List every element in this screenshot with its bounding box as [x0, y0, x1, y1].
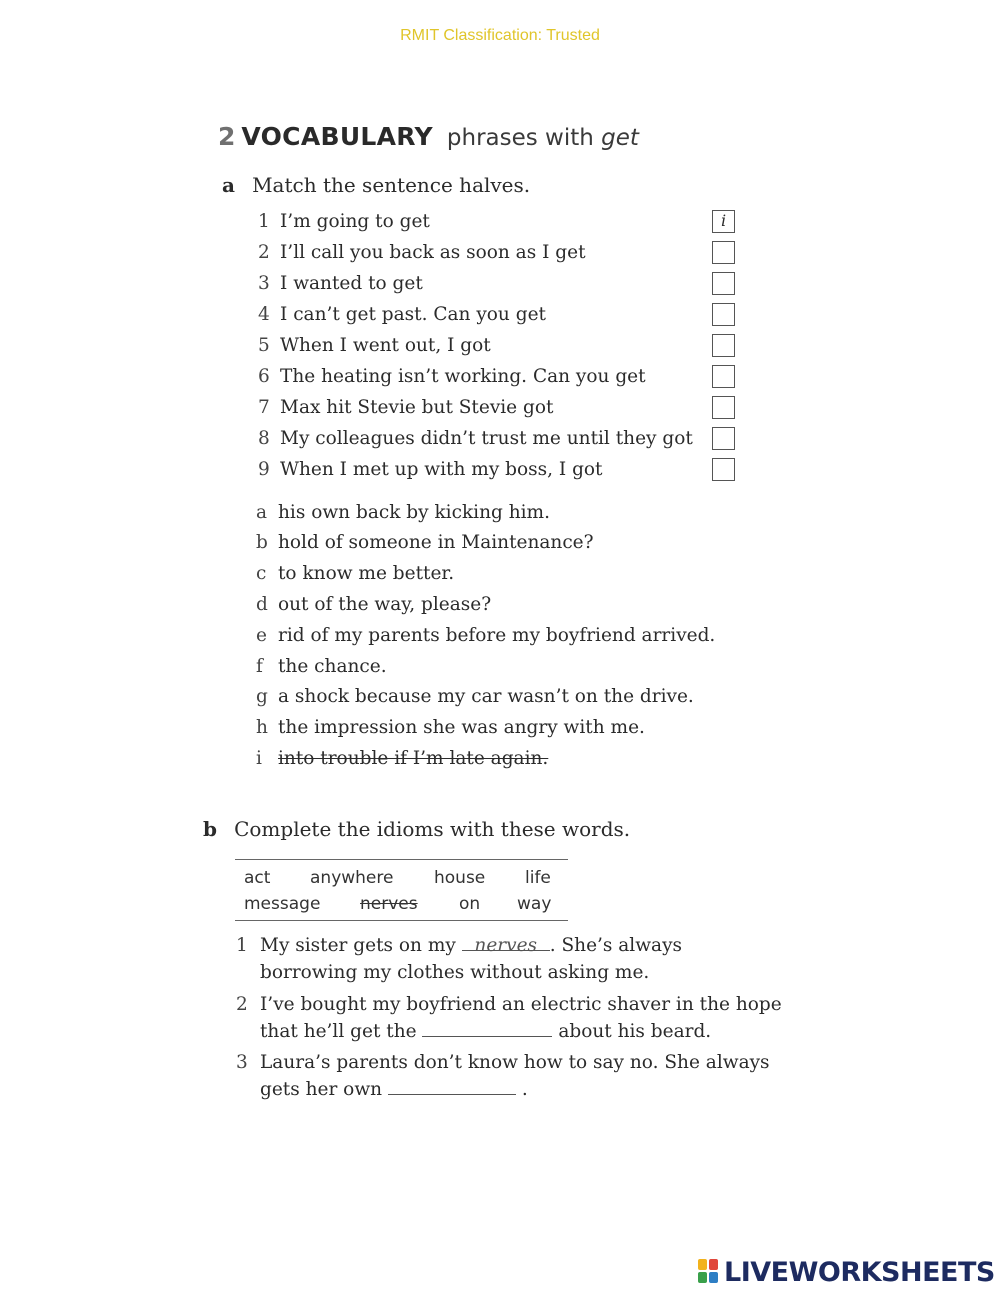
heading-title: VOCABULARY: [241, 122, 433, 151]
section-b-instruction: Complete the idioms with these words.: [234, 817, 631, 841]
section-b-header: [203, 817, 630, 841]
idiom-line: borrowing my clothes without asking me.: [260, 962, 650, 983]
heading-subtitle-prefix: phrases with: [446, 125, 594, 151]
idiom-item-1: [236, 932, 683, 986]
sentence-start-1: [258, 211, 430, 232]
sentence-start-7: [258, 397, 553, 418]
ending-text: to know me better.: [278, 563, 455, 584]
ending-letter: d: [256, 594, 268, 615]
sentence-start-6: [258, 366, 646, 387]
heading-number: 2: [218, 122, 236, 151]
ending-e: [256, 625, 715, 646]
heading-subtitle: [447, 125, 639, 151]
ending-text: the chance.: [278, 656, 387, 677]
logo-text: LIVEWORKSHEETS: [724, 1256, 995, 1288]
ending-d: [256, 594, 491, 615]
idiom-line: [260, 1076, 770, 1103]
word-message: message: [244, 894, 321, 914]
item-number: 4: [258, 304, 270, 325]
item-text: I can’t get past. Can you get: [280, 304, 546, 325]
ending-f: [256, 656, 387, 677]
classification-label: RMIT Classification: Trusted: [400, 27, 600, 44]
ending-text: out of the way, please?: [278, 594, 492, 615]
ending-text: hold of someone in Maintenance?: [278, 532, 594, 553]
example-answer: nerves: [474, 935, 538, 956]
section-b-letter: b: [203, 817, 217, 841]
section-a-header: [222, 173, 530, 197]
ending-text: rid of my parents before my boyfriend arrived.: [278, 625, 716, 646]
word-nerves-used: nerves: [360, 894, 418, 914]
idiom-line: [260, 932, 682, 959]
answer-box-7[interactable]: [712, 396, 735, 419]
item-text: I wanted to get: [280, 273, 423, 294]
answer-blank-1[interactable]: [462, 932, 550, 956]
answer-blank-3[interactable]: [388, 1076, 516, 1095]
ending-c: [256, 563, 454, 584]
item-number: 1: [258, 211, 270, 232]
item-number: 7: [258, 397, 270, 418]
item-text: My colleagues didn’t trust me until they got: [280, 428, 693, 449]
sentence-start-2: [258, 242, 586, 263]
heading-subtitle-italic: get: [601, 125, 639, 151]
item-text: I’m going to get: [280, 211, 430, 232]
answer-box-4[interactable]: [712, 303, 735, 326]
ending-letter: f: [256, 656, 263, 677]
sentence-start-4: [258, 304, 546, 325]
ending-letter: i: [256, 748, 262, 769]
ending-text: into trouble if I’m late again.: [278, 748, 549, 769]
ending-i-example: [256, 748, 548, 769]
idiom-text-before: that he’ll get the: [260, 1021, 417, 1042]
item-text: Max hit Stevie but Stevie got: [280, 397, 554, 418]
ending-text: the impression she was angry with me.: [278, 717, 645, 738]
item-number: 2: [236, 994, 248, 1015]
ending-a: [256, 502, 550, 523]
exercise-heading: [218, 122, 639, 151]
word-life: life: [525, 868, 551, 888]
section-a-letter: a: [222, 173, 235, 197]
word-house: house: [434, 868, 486, 888]
item-number: 8: [258, 428, 270, 449]
word-on: on: [459, 894, 481, 914]
ending-b: [256, 532, 594, 553]
item-number: 5: [258, 335, 270, 356]
idiom-text-before: My sister gets on my: [260, 935, 456, 956]
ending-h: [256, 717, 645, 738]
item-text: When I went out, I got: [280, 335, 491, 356]
answer-box-9[interactable]: [712, 458, 735, 481]
ending-text: a shock because my car wasn’t on the drive.: [278, 686, 694, 707]
liveworksheets-icon: [698, 1259, 720, 1285]
sentence-start-8: [258, 428, 693, 449]
ending-text: his own back by kicking him.: [278, 502, 550, 523]
answer-box-5[interactable]: [712, 334, 735, 357]
word-act: act: [244, 868, 271, 888]
word-way: way: [517, 894, 552, 914]
ending-letter: h: [256, 717, 268, 738]
idiom-line: Laura’s parents don’t know how to say no. She always: [260, 1052, 770, 1073]
word-bank: [235, 859, 568, 921]
ending-letter: g: [256, 686, 268, 707]
idiom-text-after: . She’s always: [549, 935, 683, 956]
liveworksheets-logo: [698, 1254, 995, 1290]
word-anywhere: anywhere: [310, 868, 394, 888]
item-number: 9: [258, 459, 270, 480]
item-number: 3: [236, 1052, 248, 1073]
item-number: 6: [258, 366, 270, 387]
item-number: 2: [258, 242, 270, 263]
ending-letter: c: [256, 563, 267, 584]
answer-box-3[interactable]: [712, 272, 735, 295]
item-text: When I met up with my boss, I got: [280, 459, 603, 480]
answer-box-8[interactable]: [712, 427, 735, 450]
answer-box-1[interactable]: i: [712, 210, 735, 233]
answer-blank-2[interactable]: [422, 1018, 552, 1037]
idiom-line: [260, 1018, 782, 1045]
idiom-text-before: gets her own: [260, 1079, 383, 1100]
idiom-text-after: about his beard.: [558, 1021, 712, 1042]
item-text: The heating isn’t working. Can you get: [280, 366, 646, 387]
answer-box-2[interactable]: [712, 241, 735, 264]
ending-letter: b: [256, 532, 268, 553]
section-a-instruction: Match the sentence halves.: [252, 173, 531, 197]
ending-g: [256, 686, 694, 707]
idiom-item-3: [236, 1049, 770, 1103]
ending-letter: a: [256, 502, 268, 523]
idiom-item-2: [236, 991, 782, 1045]
idiom-text-after: .: [521, 1079, 528, 1100]
sentence-start-9: [258, 459, 603, 480]
sentence-start-5: [258, 335, 491, 356]
item-number: 1: [236, 935, 248, 956]
idiom-line: I’ve bought my boyfriend an electric shaver in the hope: [260, 994, 782, 1015]
sentence-start-3: [258, 273, 423, 294]
ending-letter: e: [256, 625, 267, 646]
item-text: I’ll call you back as soon as I get: [280, 242, 586, 263]
item-number: 3: [258, 273, 270, 294]
answer-box-6[interactable]: [712, 365, 735, 388]
